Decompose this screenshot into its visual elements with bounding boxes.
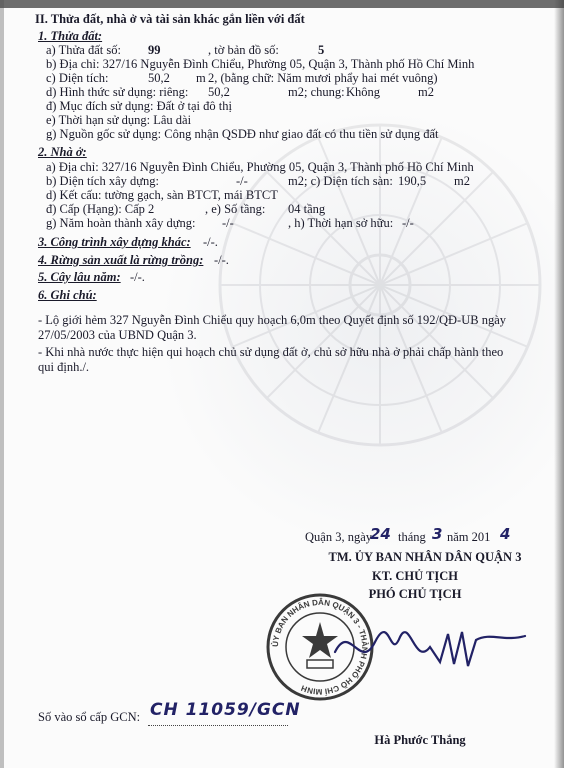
gcn-dotted-line — [148, 725, 288, 726]
plot-number-value: 99 — [148, 43, 161, 57]
map-sheet-label: , tờ bản đồ số: — [208, 43, 279, 57]
seal-text: ỦY BAN NHÂN DÂN QUẬN 3 - THÀNH PHỐ HỒ CHÍ MINH — [270, 597, 370, 697]
usage-origin: g) Nguồn gốc sử dụng: Công nhận QSDĐ như giao đất có thu tiền sử dụng đất — [46, 127, 439, 141]
perennial-title: 5. Cây lâu năm: — [38, 270, 121, 284]
usage-purpose: đ) Mục đích sử dụng: Đất ở tại đô thị — [46, 99, 232, 113]
map-sheet-value: 5 — [318, 43, 325, 57]
floor-area-label: m2; c) Diện tích sàn: — [288, 174, 393, 188]
floors-label: , e) Số tầng: — [205, 202, 266, 216]
section-heading: II. Thửa đất, nhà ở và tài sản khác gắn liền với đất — [35, 12, 305, 26]
usage-common-label: m2; chung: — [288, 85, 345, 99]
building-area-label: b) Diện tích xây dựng: — [46, 174, 160, 188]
usage-unit: m2 — [418, 85, 434, 99]
usage-term: e) Thời hạn sử dụng: Lâu dài — [46, 113, 192, 127]
signing-year-label: năm 201 — [447, 530, 491, 544]
signing-month-label: tháng — [398, 530, 426, 544]
area-unit: m — [196, 71, 206, 85]
perennial-value: -/-. — [130, 270, 145, 284]
land-plot-title: 1. Thửa đất: — [38, 29, 103, 43]
scan-edge-right — [554, 0, 564, 768]
signing-org: TM. ỦY BAN NHÂN DÂN QUẬN 3 — [328, 550, 522, 564]
house-address: a) Địa chỉ: 327/16 Nguyễn Đình Chiểu, Phường 05, Quận 3, Thành phố Hồ Chí Minh — [46, 160, 474, 174]
forest-value: -/-. — [214, 253, 229, 267]
other-construction-title: 3. Công trình xây dựng khác: — [38, 235, 191, 249]
signing-day: 24 — [370, 525, 391, 543]
scan-edge-left — [0, 0, 4, 768]
ownership-term-value: -/- — [402, 216, 414, 230]
usage-private-value: 50,2 — [208, 85, 230, 99]
area-label: c) Diện tích: — [46, 71, 109, 85]
usage-form-label: d) Hình thức sử dụng: riêng: — [46, 85, 189, 99]
gcn-number: CH 11059/GCN — [150, 700, 301, 720]
structure: d) Kết cấu: tường gạch, sàn BTCT, mái BTCT — [46, 188, 278, 202]
signature-icon — [330, 612, 530, 682]
plot-address: b) Địa chỉ: 327/16 Nguyễn Đình Chiểu, Phường 05, Quận 3, Thành phố Hồ Chí Minh — [46, 57, 475, 71]
area-in-words: 2, (bằng chữ: Năm mươi phẩy hai mét vuông) — [208, 71, 438, 85]
ownership-term-label: , h) Thời hạn sở hữu: — [288, 216, 394, 230]
forest-title: 4. Rừng sản xuất là rừng trồng: — [38, 253, 204, 267]
floor-area-unit: m2 — [454, 174, 470, 188]
scan-edge-top — [0, 0, 564, 8]
area-value: 50,2 — [148, 71, 170, 85]
signing-year-digit: 4 — [500, 525, 511, 543]
grade: đ) Cấp (Hạng): Cấp 2 — [46, 202, 155, 216]
other-construction-value: -/-. — [203, 235, 218, 249]
signing-role: KT. CHỦ TỊCH — [371, 569, 458, 583]
completion-year-value: -/- — [222, 216, 234, 230]
building-area-value: -/- — [236, 174, 248, 188]
note-item: - Lộ giới hẻm 327 Nguyễn Đình Chiểu quy hoạch 6,0m theo Quyết định số 192/QĐ-UB ngày 27/05/2003 của UBND Quận 3. — [38, 313, 507, 342]
usage-common-value: Không — [346, 85, 381, 99]
signing-month: 3 — [432, 525, 443, 543]
plot-number-label: a) Thửa đất số: — [46, 43, 121, 57]
floors-value: 04 tầng — [288, 202, 326, 216]
floor-area-value: 190,5 — [398, 174, 427, 188]
signing-place: Quận 3, ngày — [305, 530, 372, 544]
notes-title: 6. Ghi chú: — [38, 288, 97, 302]
signing-role-deputy: PHÓ CHỦ TỊCH — [368, 587, 462, 601]
signer-name: Hà Phước Thắng — [374, 733, 466, 747]
note-item: - Khi nhà nước thực hiện qui hoạch chủ sử dụng đất ở, chủ sở hữu nhà ở phải chấp hành theo qui định./. — [38, 345, 504, 374]
house-title: 2. Nhà ở: — [38, 145, 87, 159]
completion-year-label: g) Năm hoàn thành xây dựng: — [46, 216, 196, 230]
gcn-label: Số vào sổ cấp GCN: — [38, 710, 141, 724]
